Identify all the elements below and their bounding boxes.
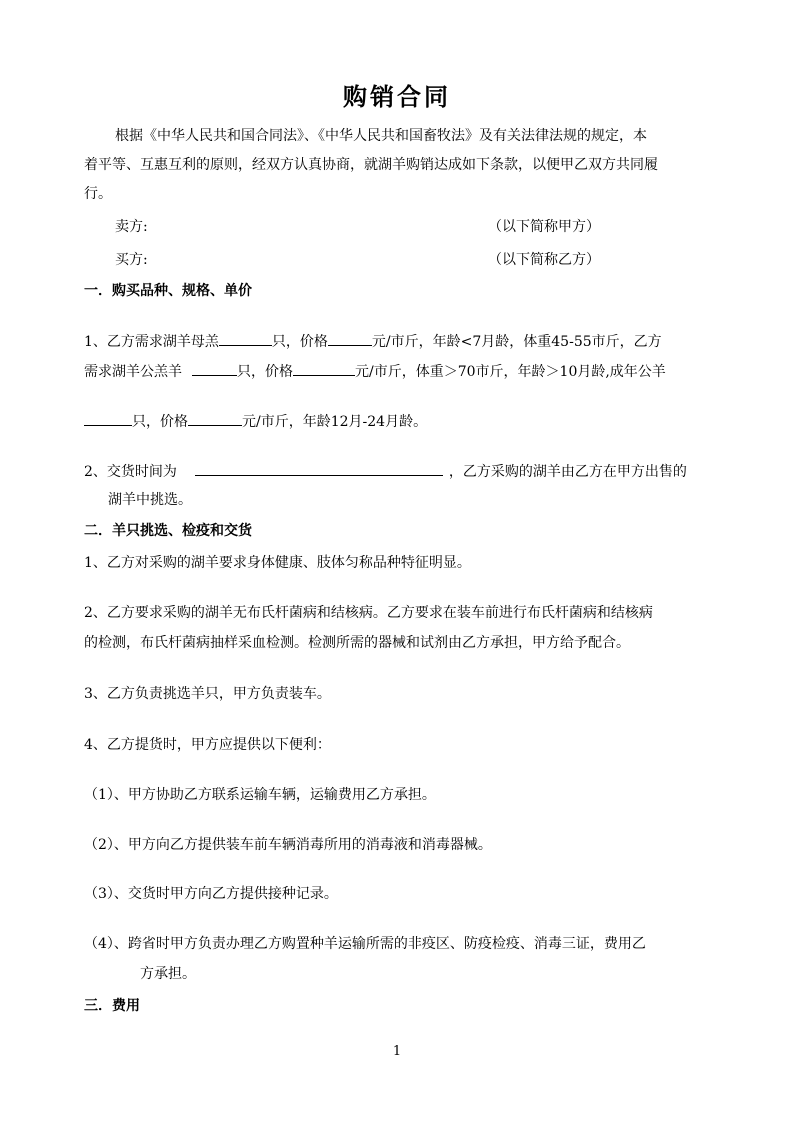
document-title: 购销合同	[343, 82, 451, 111]
item-1-text-a3: 元/市斤，年龄<7月龄，体重45-55市斤，乙方	[371, 334, 662, 350]
section-3-heading: 三．费用	[84, 998, 140, 1014]
section-2-item-3: 3、乙方负责挑选羊只，甲方负责装车。	[84, 686, 331, 702]
item-1-text-b3: 元/市斤，体重＞70市斤，年龄＞10月龄,成年公羊	[355, 364, 666, 380]
section-2-sub-4-line-1: （4）、跨省时甲方负责办理乙方购置种羊运输所需的非疫区、防疫检疫、消毒三证，费用乙	[84, 936, 646, 952]
ewe-quantity-blank	[219, 330, 272, 346]
section-1-item-2-line-2: 湖羊中挑选。	[108, 492, 192, 508]
seller-label: 卖方:	[115, 219, 148, 235]
preamble-line-2: 着平等、互惠互利的原则，经双方认真协商，就湖羊购销达成如下条款，以便甲乙双方共同履	[84, 157, 658, 173]
adult-ram-price-blank	[188, 410, 242, 426]
item-1-text-a2: 只，价格	[271, 334, 328, 350]
adult-ram-quantity-blank	[84, 410, 132, 426]
section-1-item-2-line-1	[84, 460, 687, 482]
section-1-item-1-line-2	[84, 360, 666, 382]
section-1-item-1-line-3	[84, 410, 427, 432]
buyer-label: 买方:	[115, 252, 148, 268]
preamble-line-3: 行。	[84, 186, 112, 202]
page-number: 1	[392, 1044, 402, 1059]
item-2-text-a1: 2、交货时间为	[84, 464, 177, 480]
section-2-item-2-line-1: 2、乙方要求采购的湖羊无布氏杆菌病和结核病。乙方要求在装车前进行布氏杆菌病和结核病	[84, 605, 653, 621]
preamble-line-1: 根据《中华人民共和国合同法》、《中华人民共和国畜牧法》及有关法律法规的规定，本	[115, 128, 647, 144]
section-2-sub-3: （3）、交货时甲方向乙方提供接种记录。	[84, 886, 338, 902]
section-2-item-4: 4、乙方提货时，甲方应提供以下便利：	[84, 737, 331, 753]
buyer-note: （以下简称乙方）	[488, 252, 600, 268]
item-2-text-a2: ，乙方采购的湖羊由乙方在甲方出售的	[448, 464, 687, 480]
section-2-heading: 二．羊只挑选、检疫和交货	[84, 523, 252, 539]
section-2-sub-2: （2）、甲方向乙方提供装车前车辆消毒所用的消毒液和消毒器械。	[84, 837, 492, 853]
section-1-item-1-line-1	[84, 330, 662, 352]
item-1-text-c2: 元/市斤，年龄12月-24月龄。	[242, 414, 428, 430]
item-1-text-b1: 需求湖羊公羔羊	[84, 364, 182, 380]
delivery-time-blank	[195, 460, 443, 476]
item-1-text-c1: 只，价格	[132, 414, 188, 430]
item-1-text-b2: 只，价格	[237, 364, 293, 380]
ram-lamb-price-blank	[293, 360, 355, 376]
seller-note: （以下简称甲方）	[488, 219, 600, 235]
section-2-sub-4-line-2: 方承担。	[140, 966, 196, 982]
section-2-sub-1: （1）、甲方协助乙方联系运输车辆，运输费用乙方承担。	[84, 787, 436, 803]
section-2-item-2-line-2: 的检测，布氏杆菌病抽样采血检测。检测所需的器械和试剂由乙方承担，甲方给予配合。	[84, 635, 630, 651]
ewe-price-blank	[328, 330, 372, 346]
ram-lamb-quantity-blank	[192, 360, 237, 376]
item-1-text-a1: 1、乙方需求湖羊母羔	[84, 334, 219, 350]
section-1-heading: 一．购买品种、规格、单价	[84, 283, 252, 299]
section-2-item-1: 1、乙方对采购的湖羊要求身体健康、肢体匀称品种特征明显。	[84, 555, 471, 571]
